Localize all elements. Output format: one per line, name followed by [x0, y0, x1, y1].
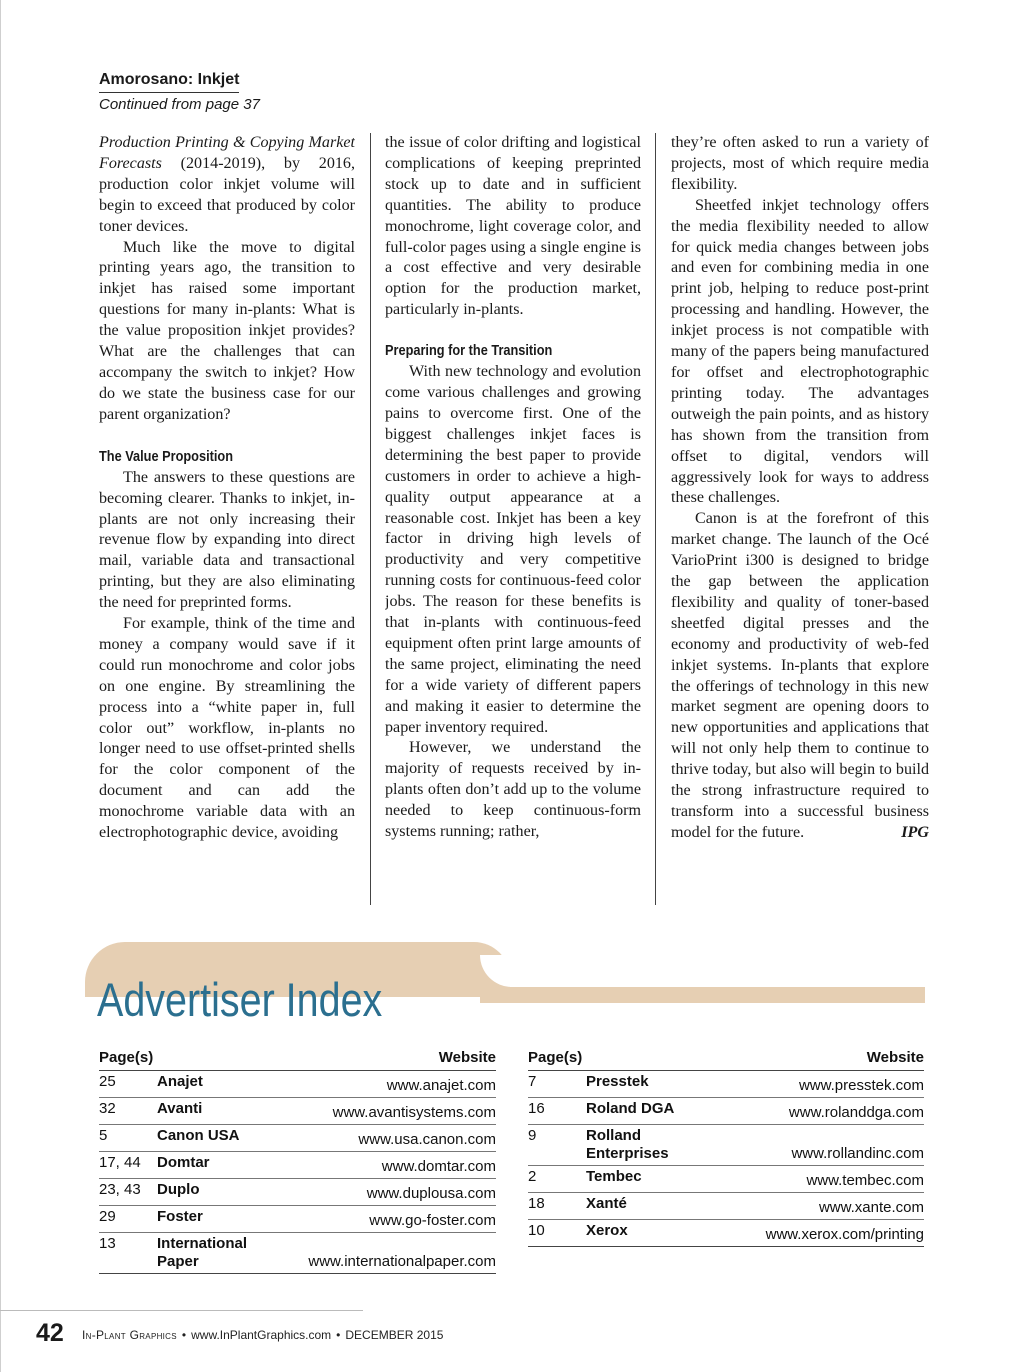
pages-column-header: Page(s) [528, 1044, 704, 1071]
website-link[interactable]: www.rollandinc.com [704, 1125, 924, 1166]
page-edge-line [0, 0, 1, 1372]
page-cell: 13 [99, 1233, 157, 1274]
footer-rule [0, 1310, 363, 1311]
paragraph-text: (2014-2019), by 2016, production color inkjet volume will begin to exceed that produced by color toner devices. [99, 154, 355, 235]
table-row [528, 1125, 924, 1166]
page-cell: 25 [99, 1071, 157, 1098]
page-cell: 18 [528, 1193, 586, 1220]
page-cell: 5 [99, 1125, 157, 1152]
page-cell: 7 [528, 1071, 586, 1098]
table-row [528, 1166, 924, 1193]
advertiser-table-left [99, 1044, 496, 1274]
page-cell: 17, 44 [99, 1152, 157, 1179]
table-header-row [528, 1044, 924, 1071]
advertiser-table-right [528, 1044, 924, 1247]
website-link[interactable]: www.duplousa.com [275, 1179, 496, 1206]
website-column-header: Website [275, 1044, 496, 1071]
page-cell: 2 [528, 1166, 586, 1193]
website-link[interactable]: www.anajet.com [275, 1071, 496, 1098]
company-cell: Xerox [586, 1220, 704, 1247]
page-cell: 9 [528, 1125, 586, 1166]
page-cell: 16 [528, 1098, 586, 1125]
page-number: 42 [36, 1319, 64, 1347]
table-row [99, 1125, 496, 1152]
paragraph [671, 509, 929, 844]
table-row [99, 1179, 496, 1206]
page-cell: 10 [528, 1220, 586, 1247]
paragraph: With new technology and evolution come various challenges and growing pains to overcome first. One of the biggest challenges inkjet faces is determining the best paper to provide customers in order to achieve a high-quality output appearance at a reasonable cost. Inkjet has been a key factor in driving high levels of productivity and very competitive running costs for continuous-feed color jobs. The reason for these benefits is that in-plants with continuous-feed equipment often print large amounts of the same project, eliminating the need for a wide variety of different papers and making it easier to determine the paper inventory required. [385, 363, 641, 736]
website-link[interactable]: www.tembec.com [704, 1166, 924, 1193]
table-row [99, 1071, 496, 1098]
company-cell: Anajet [157, 1071, 275, 1098]
website-link[interactable]: www.domtar.com [275, 1152, 496, 1179]
page-cell: 32 [99, 1098, 157, 1125]
table-row [99, 1233, 496, 1274]
table-row [99, 1152, 496, 1179]
company-cell: Domtar [157, 1152, 275, 1179]
page-cell: 29 [99, 1206, 157, 1233]
company-cell: Foster [157, 1206, 275, 1233]
company-cell: Canon USA [157, 1125, 275, 1152]
company-cell: Xanté [586, 1193, 704, 1220]
section-heading-preparing-transition: Preparing for the Transition [385, 343, 553, 360]
paragraph: The answers to these questions are becoming clearer. Thanks to inkjet, in-plants are not only increasing their revenue flow by expanding into direct mail, variable data and transactional printing, but they are also eliminating the need for preprinted forms. [99, 468, 355, 612]
paragraph: For example, think of the time and money a company would save if it could run monochrome and color jobs on one engine. By streamlining the process into a “white paper in, full color out” workflow, in-plants no longer need to use offset-printed shells for the color component of the document and can add the monochrome variable data with an electrophotographic device, avoiding [99, 615, 355, 842]
website-link[interactable]: www.usa.canon.com [275, 1125, 496, 1152]
paragraph: they’re often asked to run a variety of projects, most of which require media flexibility. [671, 134, 929, 193]
pages-column-header: Page(s) [99, 1044, 275, 1071]
bullet-separator: • [336, 1328, 341, 1342]
advertiser-index-title: Advertiser Index [97, 973, 383, 1026]
publication-website[interactable]: www.InPlantGraphics.com [191, 1328, 332, 1342]
paragraph: However, we understand the majority of requests received by in-plants often don’t add up to the volume needed to keep continuous-form systems running; rather, [385, 739, 641, 841]
issue-date: DECEMBER 2015 [345, 1328, 444, 1342]
table-row [528, 1193, 924, 1220]
bullet-separator: • [181, 1328, 187, 1342]
website-link[interactable]: www.avantisystems.com [275, 1098, 496, 1125]
company-cell: International Paper [157, 1233, 275, 1274]
website-link[interactable]: www.xante.com [704, 1193, 924, 1220]
article-column-2 [385, 133, 641, 908]
paragraph [99, 133, 355, 238]
table-row [528, 1220, 924, 1247]
table-row [99, 1206, 496, 1233]
table-row [99, 1098, 496, 1125]
signoff-mark: IPG [901, 823, 929, 841]
section-heading-value-proposition: The Value Proposition [99, 448, 234, 465]
website-column-header: Website [704, 1044, 924, 1071]
table-row [528, 1098, 924, 1125]
company-cell: Avanti [157, 1098, 275, 1125]
table-row [528, 1071, 924, 1098]
website-link[interactable]: www.xerox.com/printing [704, 1220, 924, 1247]
article-kicker: Amorosano: Inkjet [99, 70, 239, 93]
website-link[interactable]: www.internationalpaper.com [275, 1233, 496, 1274]
company-cell: Rolland Enterprises [586, 1125, 704, 1166]
paragraph-text: Canon is at the forefront of this market change. The launch of the Océ VarioPrint i300 is designed to bridge the gap between the application flexibility and quality of toner-based sheetfed digital presses and the economy and productivity of web-fed inkjet systems. In-plants that explore the offerings of technology in this new market segment are opening doors to new opportunities and applications that will not only help them to continue to thrive today, but also will begin to build the strong infrastructure required to transform into a successful business model for the future. [671, 510, 929, 841]
paragraph: the issue of color drifting and logistical complications of keeping preprinted stock up to date and in sufficient quantities. The ability to produce monochrome, light coverage color, and full-color pages using a single engine is a cost effective and very desirable option for the production market, particularly in-plants. [385, 134, 641, 319]
continued-from-note: Continued from page 37 [99, 96, 260, 113]
paragraph: Much like the move to digital printing years ago, the transition to inkjet has raised some important questions for many in-plants: What is the value proposition inkjet provides? What are the challenges that can accompany the switch to inkjet? How do we state the business case for our parent organization? [99, 238, 355, 423]
company-cell: Tembec [586, 1166, 704, 1193]
company-cell: Presstek [586, 1071, 704, 1098]
article-column-1 [99, 133, 355, 908]
paragraph: Sheetfed inkjet technology offers the media flexibility needed to allow for quick media changes between jobs and even for combining media in one print job, helping to reduce post-print processing and handling. However, the inkjet process is not compatible with many of the papers being manufactured for offset and electrophotographic printing today. The advantages outweigh the pain points, and as history has shown from the transition from offset to digital, vendors will aggressively look for ways to address these challenges. [671, 196, 929, 507]
publication-name: In-Plant Graphics [82, 1328, 177, 1342]
company-cell: Roland DGA [586, 1098, 704, 1125]
advertiser-index-band [480, 987, 925, 1003]
page-cell: 23, 43 [99, 1179, 157, 1206]
article-column-3 [671, 133, 929, 908]
website-link[interactable]: www.presstek.com [704, 1071, 924, 1098]
footer-credit-line [82, 1327, 443, 1343]
column-divider [370, 133, 371, 905]
website-link[interactable]: www.go-foster.com [275, 1206, 496, 1233]
company-cell: Duplo [157, 1179, 275, 1206]
table-header-row [99, 1044, 496, 1071]
website-link[interactable]: www.rolanddga.com [704, 1098, 924, 1125]
column-divider [655, 133, 656, 905]
report-title: Production Printing & Copying Market Forecasts [99, 134, 355, 172]
